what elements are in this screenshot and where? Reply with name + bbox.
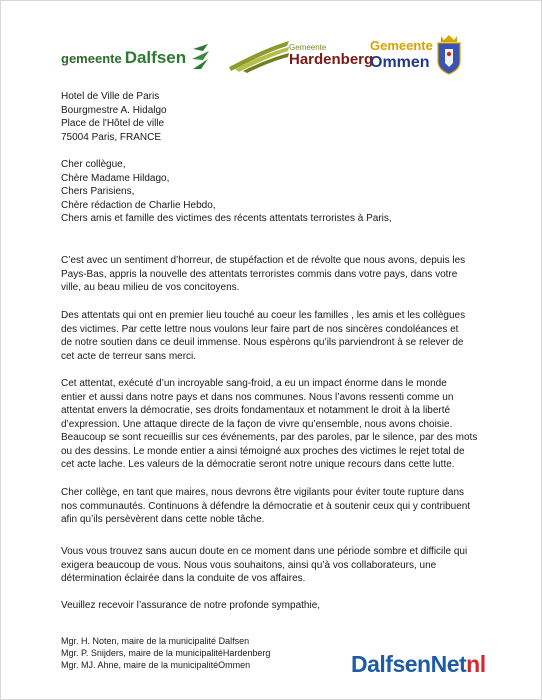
logo-bar [1, 31, 542, 81]
address-line: Hotel de Ville de Paris [61, 91, 160, 102]
signature-line: Mgr. P. Snijders, maire de la municipalitéHardenberg [61, 648, 271, 658]
dalfsennet-watermark [351, 651, 486, 678]
paragraph-line: Cet attentat, exécuté d’un incroyable sang-froid, a eu un impact énorme dans le monde [61, 378, 447, 389]
paragraph-line: Beaucoup se sont recueillis sur ces événements, par des paroles, par le silence, par des mots [61, 432, 478, 443]
salutations [61, 158, 392, 226]
body-paragraph [61, 377, 477, 472]
hardenberg-logo [227, 37, 374, 75]
recipient-address [61, 90, 167, 144]
body-paragraph [61, 309, 465, 363]
paragraph-line: attentat envers la démocratie, ses droits fondamentaux et notamment le droit à la liberté [61, 405, 451, 416]
ommen-logo-name: Ommen [370, 54, 430, 71]
salutation-line: Chère rédaction de Charlie Hebdo, [61, 199, 216, 211]
dalfsen-logo [61, 41, 212, 75]
paragraph-line: ou des dessins. Le monde entier a ainsi témoigné aux proches des victimes le rejet total de [61, 445, 465, 457]
paragraph-line: Pays-Bas, appris la nouvelle des attentats terroristes commis dans votre pays, dans votre [61, 268, 458, 280]
paragraph-line: afin qu’ils persèvèrent dans cette noble tâche. [61, 514, 265, 525]
signature-line: Mgr. H. Noten, maire de la municipalité Dalfsen [61, 636, 250, 646]
signature-line: Mgr. MJ. Ahne, maire de la municipalitéOmmen [61, 660, 251, 670]
salutation-line: Chère Madame Hildago, [61, 172, 170, 184]
paragraph-line: Vous vous trouvez sans aucun doute en ce moment dans une période sombre et difficile qui [61, 546, 468, 557]
salutation-line: Cher collègue, [61, 159, 126, 170]
watermark-part-3: nl [466, 651, 486, 677]
paragraph-line: cet acte lache. Les valeurs de la démocratie seront notre unique recours dans cette lutte. [61, 459, 455, 470]
dalfsen-leaf-icon [190, 41, 212, 75]
watermark-part-2: Net [430, 651, 467, 677]
hardenberg-fields-icon [227, 37, 291, 75]
paragraph-line: de notre soutien dans ce deuil immense. Nous espèrons qu’ils parviendront à se relever de [61, 337, 464, 348]
ommen-crest-icon [435, 33, 463, 75]
address-line: Bourgmestre A. Hidalgo [61, 104, 167, 116]
paragraph-line: C’est avec un sentiment d’horreur, de stupéfaction et de révolte que nous avons, depuis les [61, 255, 466, 266]
paragraph-line: entier et aussi dans notre pays et dans nos communes. Nous l’avons ressenti comme un [61, 391, 454, 403]
ommen-logo [370, 39, 433, 73]
paragraph-line: cet acte de terreur sans merci. [61, 350, 197, 362]
paragraph-line: Veuillez recevoir l’assurance de notre profonde sympathie, [61, 600, 321, 611]
hardenberg-logo-prefix: Gemeente [289, 43, 327, 52]
ommen-logo-prefix: Gemeente [370, 38, 433, 53]
salutation-line: Chers amis et famille des victimes des récents attentats terroristes à Paris, [61, 213, 392, 224]
paragraph-line: nos communautés. Continuons à défendre la démocratie et à soutenir ceux qui y contribuent [61, 500, 471, 512]
address-line: 75004 Paris, FRANCE [61, 131, 162, 143]
paragraph-line: ville, au beau milieu de vos concitoyens. [61, 282, 240, 293]
paragraph-line: d’expression. Une attaque directe de la façon de vivre qu’ensemble, nous avons choisie. [61, 418, 453, 430]
paragraph-line: Des attentats qui ont en premier lieu touché au coeur les familles , les amis et les collègues [61, 310, 466, 321]
hardenberg-logo-name: Hardenberg [289, 51, 374, 68]
paragraph-line: des victimes. Par cette lettre nous voulons leur faire part de nos sincères condoléances et [61, 323, 459, 335]
dalfsen-logo-prefix: gemeente [61, 50, 122, 66]
body-paragraph [61, 254, 465, 295]
watermark-part-1: Dalfsen [351, 651, 431, 677]
signatures [61, 635, 270, 671]
paragraph-line: détermination éclairée dans la conduite de vos affaires. [61, 573, 306, 584]
paragraph-line: exigera beaucoup de vous. Nous vous souhaitons, ainsi qu’à vos collaborateurs, une [61, 559, 437, 571]
closing-line [61, 599, 320, 613]
address-line: Place de l'Hôtel de ville [61, 118, 165, 129]
paragraph-line: Cher collège, en tant que maires, nous devrons être vigilants pour éviter toute rupture dans [61, 487, 465, 498]
body-paragraph [61, 545, 467, 586]
dalfsen-logo-name: Dalfsen [124, 48, 187, 67]
body-paragraph [61, 486, 470, 527]
salutation-line: Chers Parisiens, [61, 186, 135, 197]
